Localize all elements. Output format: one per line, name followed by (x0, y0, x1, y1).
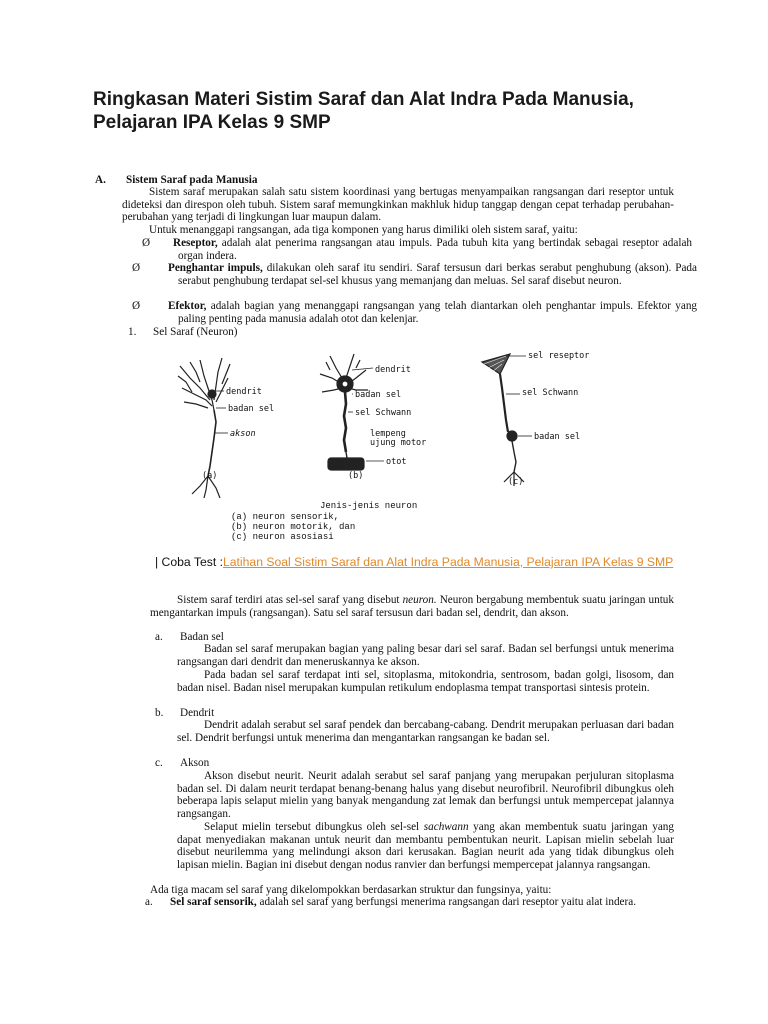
neuron-intro-italic: neuron. (402, 594, 437, 606)
section-a-label: A. (95, 174, 106, 186)
label-b-badan-sel: badan sel (355, 390, 402, 400)
figure-caption-line-b: (b) neuron motorik, dan (231, 522, 356, 532)
figure-caption-title: Jenis-jenis neuron (320, 501, 418, 511)
part-b-paragraph-1: Dendrit adalah serabut sel saraf pendek dan bercabang-cabang. Dendrit merupakan perluasan dari badan sel. Dendrit berfungsi untuk menerima dan mengantarkan rangsangan ke badan sel. (177, 719, 674, 744)
bullet-text: dilakukan oleh saraf itu sendiri. Saraf tersusun dari berkas serabut penghubung (akson). Pada serabut penghubung terdapat sel-sel khusus yang memanjang dan meluas. Sel saraf disebut neuron. (178, 262, 697, 287)
part-a-paragraph-2: Pada badan sel saraf terdapat inti sel, sitoplasma, mitokondria, sentrosom, badan golgi, lisosom, dan badan nisel. Badan nisel merupakan kumpulan retikulum endoplasma tempat transportasi sintesis protein. (177, 669, 674, 694)
neuron-c-drawing (482, 354, 524, 486)
figure-caption-line-c: (c) neuron asosiasi (231, 532, 334, 542)
part-a-paragraph-1: Badan sel saraf merupakan bagian yang paling besar dari sel saraf. Badan sel berfungsi untuk menerima rangsangan dari dendrit dan meneruskannya ke akson. (177, 643, 674, 668)
label-c-badan-sel: badan sel (534, 432, 581, 442)
label-c-sel-schwann: sel Schwann (522, 388, 579, 398)
neuron-intro-text: Sistem saraf terdiri atas sel-sel saraf yang disebut (177, 594, 403, 606)
part-c-paragraph-1: Akson disebut neurit. Neurit adalah serabut sel saraf panjang yang merupakan perjuluran sitoplasma badan sel. Di dalam neurit terdapat benang-benang halus yang disebut neurofibril. Neurofibril dibungkus oleh beberapa lapis selaput mielin yang banyak mengandung zat lemak dan berfungsi untuk mempercepat jalannya rangsangan. (177, 770, 674, 820)
bullet-reseptor (142, 237, 693, 262)
item-1-label: Sel Saraf (Neuron) (153, 326, 238, 338)
bullet-text: adalah alat penerima rangsangan atau impuls. Pada tubuh kita yang bertindak sebagai reseptor adalah organ indera. (178, 237, 693, 262)
coba-test-link[interactable]: Latihan Soal Sistim Saraf dan Alat Indra Pada Manusia, Pelajaran IPA Kelas 9 SMP (222, 555, 674, 569)
label-b-ujung-motor: ujung motor (370, 438, 427, 448)
bullet-term: Penghantar impuls, (168, 262, 263, 274)
label-b-sel-schwann: sel Schwann (355, 408, 412, 418)
label-a-badan-sel: badan sel (228, 404, 275, 414)
section-a-paragraph-1: Sistem saraf merupakan salah satu sistem koordinasi yang bertugas menyampaikan rangsangan dari reseptor untuk dideteksi dan direspon oleh tubuh. Sistem saraf memungkinkan makhluk hidup tanggap dengan cepat terhadap perubahan-perubahan yang terjadi di lingkungan luar maupun dalam. (122, 186, 674, 224)
label-c-letter: (c) (508, 477, 524, 487)
akson-para2-italic: sachwann (423, 821, 469, 833)
bullet-term: Reseptor, (173, 237, 218, 249)
part-c-paragraph-2 (177, 821, 674, 871)
section-a-heading: Sistem Saraf pada Manusia (126, 174, 258, 186)
section-a-paragraph-2: Untuk menanggapi rangsangan, ada tiga komponen yang harus dimiliki oleh sistem saraf, yaitu: (149, 224, 578, 236)
neuron-intro (150, 594, 674, 619)
bullet-icon: Ø (142, 237, 151, 249)
label-a-akson: akson (230, 429, 256, 439)
bullet-text: adalah bagian yang menanggapi rangsangan yang telah diantarkan oleh penghantar impuls. Efektor yang paling penting pada manusia adalah otot dan kelenjar. (178, 300, 698, 325)
bullet-icon: Ø (132, 262, 141, 274)
coba-test-prefix: | Coba Test : (155, 555, 223, 569)
part-b-letter: b. (155, 707, 164, 719)
bullet-term: Efektor, (168, 300, 207, 312)
type-a-description: adalah sel saraf yang berfungsi menerima rangsangan dari reseptor yaitu alat indera. (259, 896, 636, 908)
bullet-efektor (132, 300, 698, 325)
label-c-sel-reseptor: sel reseptor (528, 351, 590, 361)
bullet-icon: Ø (132, 300, 141, 312)
types-intro: Ada tiga macam sel saraf yang dikelompokkan berdasarkan struktur dan fungsinya, yaitu: (150, 884, 552, 896)
label-a-letter: (a) (202, 471, 218, 481)
type-a-letter: a. (145, 896, 153, 908)
figure-caption-line-a: (a) neuron sensorik, (231, 512, 340, 522)
part-a-letter: a. (155, 631, 163, 643)
part-c-name: Akson (180, 757, 210, 769)
akson-para2-text: Selaput mielin tersebut dibungkus oleh sel-sel (204, 821, 424, 833)
type-a-term: Sel saraf sensorik, (170, 896, 257, 908)
page-title: Ringkasan Materi Sistim Saraf dan Alat Indra Pada Manusia, Pelajaran IPA Kelas 9 SMP (93, 89, 634, 133)
label-b-letter: (b) (348, 471, 364, 481)
type-a-text (168, 896, 674, 909)
label-a-dendrit: dendrit (226, 387, 262, 397)
bullet-penghantar (132, 262, 697, 287)
label-b-dendrit: dendrit (375, 365, 411, 375)
item-1-number: 1. (128, 326, 137, 338)
neuron-intro-text-2: Neuron bergabung membentuk suatu jaringan untuk mengantarkan impuls (rangsangan). Satu sel saraf tersusun dari badan sel, dendrit, dan akson. (150, 594, 674, 619)
label-b-lempeng: lempeng (370, 429, 406, 439)
part-a-name: Badan sel (180, 631, 224, 643)
akson-para2-text-2: yang akan membentuk suatu jaringan yang dapat menyediakan makanan untuk neurit dan membantu pembentukan neurit. Lapisan mielin sebelah luar disebut neurilemma yang melindungi akson dari kerusakan. Bagian neurit ada yang tidak dibungkus oleh lapisan mielin. Bagian ini disebut dengan nodus ranvier dan berfungsi mempercepat jalannya rangsangan. (177, 821, 674, 871)
part-c-letter: c. (155, 757, 163, 769)
label-b-otot: otot (386, 457, 407, 467)
coba-test-block (150, 555, 674, 569)
part-b-name: Dendrit (180, 707, 215, 719)
